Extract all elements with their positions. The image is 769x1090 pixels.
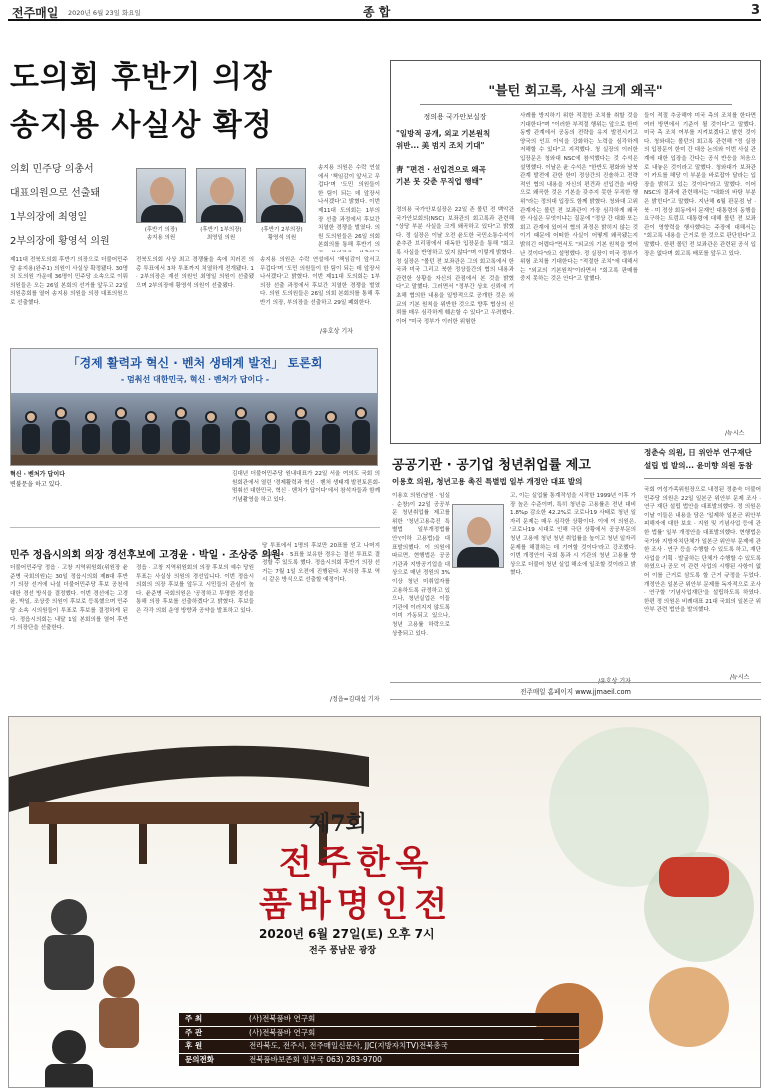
column-body-col3: 들이 적절 추궁해야 미국 측의 조치를 한다면 여러 방면에서 기준이 될 것이다"고 말했다. 미국 측 조치 여부를 지켜보겠다고 밝힌 것이다. 청와대는 볼턴의 회고록 관련해 "정 실장의 입장문이 한미 간 대응 논의와 이번 사실 관계에 대한 입장을 간다는 공식 반응을 처음으로 내놓은 것이라고 말했다. 청와대가 보좌관이 카트를 해당 이 부분을 바로잡아 달라는 입장을 밝히고 있는 것이다"라고 말했다. 이어 NSC의 결과에 관련해서는 "대화의 바탕 부분은 밝힌다"고 말했다. 지난해 6월 판문점 남 · 북 · 미 정상 회동에서 문재인 대통령의 동행을 요구하는 트럼프 대통령에 대해 볼턴 전 보좌관이 영향력을 행사했다는 주장에 대해서는 "회고록 내용을 근거로 한 것으로 판단한다"고 말했다. 한편 볼턴 전 보좌관은 관련된 공식 입장은 없다며 회고록 배포를 앞두고 있다.: [644, 113, 756, 257]
column-body-col2: 사례를 방지하기 위한 적절한 조치를 취할 것을 기대한다"며 "이러한 부적절 행위는 앞으로 한미 동맹 관계에서 공동의 전략을 유지 발전시키고 양국의 인프 이익을 강화하는 노력을 심각하게 저해할 수 있다"고 지적했다. 청 실장의 이러한 입장문은 청와대 NSC에 참석했다는 것 수석은 설명했다. 이날은 윤 수석은 "한반도 평화와 남북관계 발전에 관한 한미 정상간의 진솔하고 전략적인 협의 내용을 자신의 편견과 선입견을 바탕으로 왜곡한 것은 기본을 갖추지 못한 무직한 행위"라는 정의대 입장도 함께 밝혔다. 청와대 고위 관계자는 볼턴 전 보좌관이 가장 심각하게 왜곡한 사실은 무엇이냐는 질문에 "정상 간 대화 또는 회고 관계에 있어서 협의 과정은 밝히지 않는 것이기 때문에 어떠한 사실이 어떻게 왜곡됐는지 밝히긴 어렵다"면서도 "외교의 기본 원칙을 벗어난 것이다"라고 설명했다. 정 실장이 미국 정부가 위험 조치를 기대한다는 "적절한 조치"에 대해서는 "외교의 기본원칙"이라면서 "회고록 판매를 중지 못하는 것은 안다"고 말했다.: [520, 113, 638, 283]
pub-deck: 이용호 의원, 청년고용 촉진 특별법 일부 개정안 대표 발의: [392, 477, 583, 486]
crowd-silhouettes: [11, 399, 378, 466]
column-title: "블턴 회고록, 사실 크게 왜곡": [488, 84, 663, 99]
newspaper-logo: 전주매일: [12, 6, 59, 20]
festival-advertisement: [8, 716, 761, 1088]
lead-body-col3: 송지용 의원은 수락 연설에서 '책임감이 앞서고 무겁다'며 '도민 의원들이 한 팀이 되는 데 앞장서 나서겠다'고 밝혔다. 이번 제11대 도의회는 1부의장 선출 과정에서 후보간 치열한 경쟁을 벌였다. 의원 도의원들은 26일 의회 본회의를 통해 후반기 의장, 부의장을 선출하고 29일 폐회한다.: [260, 257, 380, 306]
ad-title-line2: 품바명인전: [259, 885, 454, 925]
page-header: [8, 3, 761, 21]
mid-body-col2: 정읍 · 고창 지역위원회의 의장 후보의 예수 당원투표는 사실상 의원의 경선입니다. 이번 정읍시의회의 의장 후보를 앞두고 시민들의 관심이 높다. 윤준병 국회의원은 '공정하고 투명한 경선을 통해 의장 후보를 선출하겠다'고 밝혔다. 후보들은 각각 의회 운영 방향과 공약을 발표하고 있다.: [136, 565, 254, 614]
ad-edition: 제7회: [309, 811, 367, 837]
right-byline: /뉴시스: [730, 674, 750, 681]
ad-title-line1: 전주한옥: [279, 843, 435, 883]
right-body: 국회 여성가족위원장으로 내정된 정춘숙 더불어민주당 의원은 22일 일본군 위안부 문제 조사 · 연구 재단 설립 법안을 대표발의했다. 정 의원은 이날 이들은 내용을 담은 '일제하 일본군 위안부 피해자에 대한 보호 · 지원 및 기념사업 등에 관한 법률' 일부 개정안을 대표발의했다. 현행법은 국가와 지방자치단체가 일본군 위안부 문제에 관한 조사 · 연구 등을 수행할 수 있도록 하고, 재단 사업을 기획 · 발굴하는 단체가 수행할 수 있도록 하였으나 공모 이 관련 사업의 시행된 사항이 없어 이를 근거로 삼도록 할 근거 규정을 두었다. 개정안은 일본군 위안부 문제를 독자적으로 조사 · 연구할 '기념사업재단'을 설립하도록 하였다. 한편 정 의원은 비례대표 21대 국회의 일본군 위안부 관련 법안을 발의했다.: [644, 487, 761, 614]
pub-headline: 공공기관 · 공기업 청년취업률 제고: [392, 458, 591, 473]
pub-body-col2: 고, 이는 실업률 통계작성을 시작한 1999년 이후 가장 높은 수준이며, 특히 청년층 고용률은 전년 대비 1.8%p 감소한 42.2%로 코로나19 사태로 청년 일자리 문제는 매우 심각한 상황이다. 이에 이 의원은, '코로나19 시대로 인해 극단 상황에서 공공부문의 청년 고용에 청년 청년 취업률을 높이고 청년 일자리 문제를 해결하는 데 기여할 것이다'라고 강조했다. 이번 개정안이 국회 통과 시 기관의 청년 고용률 향상으로 더불어 청년 실업 해소에 일조할 것이라고 밝혔다.: [510, 493, 636, 577]
issue-date: 2020년 6월 23일 화요일: [68, 9, 141, 17]
banner-subtitle: - 멈춰선 대한민국, 혁신 · 벤처가 답이다 -: [120, 375, 270, 384]
ad-date: 2020년 6월 27일(토) 오후 7시: [259, 927, 435, 941]
lead-body-col1: 제11대 전북도의회 후반기 의장으로 더불어민주당 송지용(완주1) 의원이 사실상 확정됐다. 30명의 도의원 가운데 36명이 민주당 소속으로 이뤄 의원들은 오는 26일 본회의 선거를 앞두고 22일 의원총회를 열어 송지용 의원을 의장 대표의원으로 선출했다.: [10, 257, 128, 306]
lead-subhead: 대표의원으로 선출돼: [10, 188, 101, 199]
portrait-song: [136, 168, 186, 223]
column-byline: /뉴시스: [725, 430, 745, 437]
mid-byline: /정읍=김대섭 기자: [330, 696, 380, 703]
lead-headline-1: 도의회 후반기 의장: [10, 60, 273, 95]
section-name: 종 합: [363, 5, 391, 19]
portrait-caption: (후반기 1부의장) 최영일 의원: [200, 227, 242, 241]
lead-headline-2: 송지용 사실상 확정: [10, 108, 273, 143]
right-headline: 정춘숙 의원, 日 위안부 연구재단 설립 법 발의... 윤미향 의원 동참: [644, 448, 753, 470]
page-number: 3: [751, 3, 761, 18]
ad-venue: 전주 풍남문 광장: [309, 946, 377, 956]
pub-byline: /유호상 기자: [598, 678, 631, 685]
mid-body-col3: 당 투표에서 1명의 후보만 20표를 얻고 나머지 후보가 4 · 5표를 보유한 경우는 결선 투표로 결정할 수 있도록 했다. 정읍시의회 후반기 의장 선거는 7월 1일 오전에 진행된다. 부의장 후보 역시 같은 방식으로 선출할 예정이다.: [262, 543, 380, 584]
mid-body-col1: 더불어민주당 정읍 · 고창 지역위원회(위원장 윤준병 국회의원)는 30일 정읍시의회 제8대 후반기 의장 선거에 나설 더불어민주당 후보 공천에 대한 경선 방식을 결정했다. 이번 경선에는 고경윤, 박일, 조상중 의원이 후보로 등록했으며 민주당 소속 시의원들이 투표로 후보를 결정하게 된다. 정읍시의회는 내달 1일 본회의를 열어 후반기 의장단을 선출한다.: [10, 565, 128, 632]
lead-subheads: [10, 158, 130, 254]
forum-photo: [10, 348, 378, 466]
lead-byline: /유호상 기자: [320, 328, 353, 335]
portrait-lee: [452, 504, 504, 568]
column-deck: 정의용 국가안보실장 "일방적 공개, 외교 기본원칙 위반... 美 범지 조치 기대" 靑 "편견 · 선입견으로 왜곡 기본 못 갖춘 무직업 행태": [396, 113, 491, 186]
lead-subhead: 2부의장에 황영석 의원: [10, 236, 110, 247]
column-body-col1: 정의용 국가안보실장은 22일 존 볼턴 전 백악관 국가안보회의(NSC) 보좌관의 회고록과 관련해 "상당 부분 사실을 크게 왜곡하고 있다"고 밝혔다. 정 실장은 이날 오전 윤도한 국민소통수석이 춘추관 브리핑에서 대독한 입장문을 통해 "회고록 사실을 반영하고 있지 않다"며 이렇게 밝혔다. 정 실장은 "볼턴 전 보좌관은 그의 회고록에서 한국과 미국 그리고 북한 정상들간의 협의 내용과 관련한 상황을 자신의 관점에서 본 것을 밝혔다"고 말했다. 그러면서 "정부간 상호 신뢰에 기초해 협의한 내용을 일방적으로 공개한 것은 외교의 기본 원칙을 위반한 것으로 향후 협상의 신뢰를 매우 심각하게 훼손할 수 있다"고 우려했다. 이어 "미국 정부가 이러한 위험한: [396, 207, 514, 325]
portrait-hwang: [256, 168, 306, 223]
lead-body-right: 송지용 의원은 수락 연설에서 '책임감이 앞서고 무겁다'며 '도민 의원들이 한 팀이 되는 데 앞장서 나서겠다'고 밝혔다. 이번 제11대 도의회는 1부의장 선출 과정에서 후보간 치열한 경쟁을 벌였다. 의원 도의원들은 26일 의회 본회의를 통해 후반기 의: [318, 165, 380, 249]
lead-subhead: 1부의장에 최영일: [10, 212, 88, 223]
pub-body-col1: 이용호 의원(남원 · 임실 · 순창)이 22일 공공부문 청년취업률 제고를 위한 '청년고용촉진 특별법 일부개정법률안'(이하 고용법)을 대표발의했다. 이 의원에 따르면, 현행법은 공공기관과 지방공기업을 대상으로 매년 정원의 3% 이상 청년 미취업자를 고용하도록 규정하고 있으나, 청년실업은 이들 기관에 이러지지 않도록 이미 가동되고 있으나, 청년 고용률 하락으로 상충되고 있다.: [392, 493, 450, 637]
lead-subhead: 의회 민주당 의총서: [10, 164, 94, 175]
homepage-link[interactable]: 전주매일 홈페이지 www.jjmaeil.com: [390, 682, 761, 700]
portrait-choi: [196, 168, 246, 223]
banner-caption: 김대년 더불어민주당 원내대표가 22일 서울 여의도 국회 의원회관에서 열린 '경제활력과 혁신 · 벤처 생태계 발전토론회-멈춰선 대한민국, 혁신 · 벤처가 답이다'에서 참석자들과 함께 기념촬영을 하고 있다.: [232, 471, 380, 503]
portrait-caption: (후반기 2부의장) 황영석 의원: [261, 227, 303, 241]
portrait-caption: (후반기 의장) 송지용 의원: [144, 227, 178, 241]
banner-title: 「경제 활력과 혁신 · 벤처 생태계 발전」 토론회: [67, 356, 323, 370]
ad-credits: 주 최 (사)전북품바 연구회 주 관 (사)전북품바 연구회 후 원 전라북도, 전주시, 전주매일신문사, JJC(지방자치TV)전북총국 문의전화 전북품바보존회 임부국 063) 283-9700: [179, 1013, 579, 1066]
banner-caption-left: 혁신 · 벤처가 답이다 변불문을 하고 있다.: [10, 471, 65, 488]
mid-headline: 민주 정읍시의회 의장 경선후보에 고경윤 · 박일 · 조상중 의원: [10, 550, 281, 561]
lead-body-col2: 전북도의회 사상 최고 경쟁률을 속에 치러진 의총 투표에서 3차 투표까지 치열하게 전개됐다. 1 · 2부의장은 재선 의원인 최영일 의원이 선출됐으며 2부의장에 황영석 의원이 선출됐다.: [136, 257, 254, 289]
